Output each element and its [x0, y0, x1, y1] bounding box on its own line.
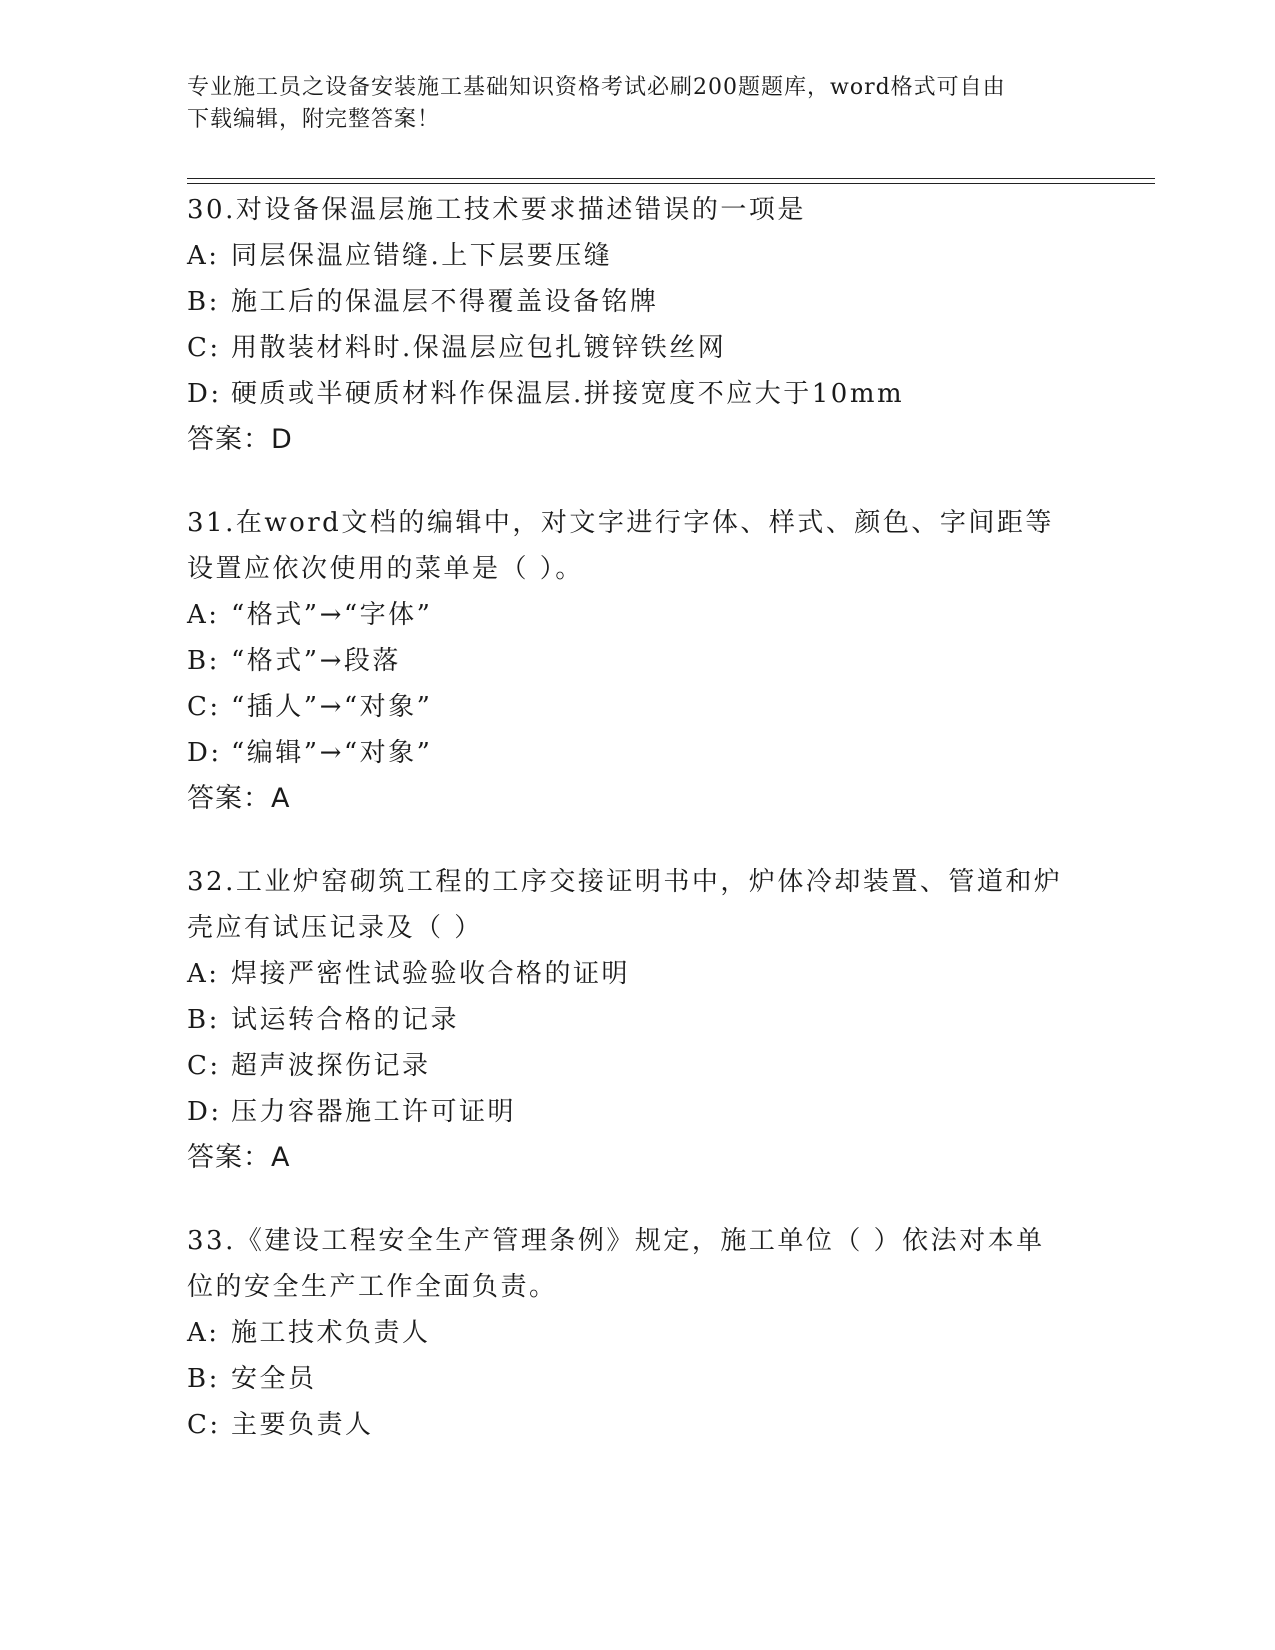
question-text: 位的安全生产工作全面负责。 — [187, 1272, 558, 1302]
option-text: 试运转合格的记录 — [231, 1005, 460, 1035]
option-letter: A: — [187, 600, 220, 630]
option-text: 焊接严密性试验验收合格的证明 — [231, 959, 631, 989]
option-text: 压力容器施工许可证明 — [231, 1097, 517, 1127]
answer-option — [187, 638, 1087, 684]
question-text: 设置应依次使用的菜单是（ ）。 — [187, 554, 584, 584]
option-text: 同层保温应错缝.上下层要压缝 — [231, 241, 613, 271]
option-text: 主要负责人 — [231, 1410, 374, 1440]
question-text: 壳应有试压记录及（ ） — [187, 913, 483, 943]
option-text: 超声波探伤记录 — [231, 1051, 431, 1081]
option-letter: D: — [187, 379, 222, 409]
option-letter: B: — [187, 287, 220, 317]
answer-option — [187, 1089, 1087, 1135]
option-text: 施工后的保温层不得覆盖设备铭牌 — [231, 287, 659, 317]
question-text: 32.工业炉窑砌筑工程的工序交接证明书中，炉体冷却装置、管道和炉 — [187, 867, 1063, 897]
option-text: 施工技术负责人 — [231, 1318, 431, 1348]
answer-option — [187, 730, 1087, 776]
option-letter: B: — [187, 1364, 220, 1394]
header-divider-top — [187, 178, 1155, 179]
option-text: “格式”→“字体” — [231, 600, 433, 630]
answer-option — [187, 1310, 1087, 1356]
option-letter: A: — [187, 241, 220, 271]
option-letter: B: — [187, 1005, 220, 1035]
answer-option — [187, 371, 1087, 417]
option-text: “格式”→段落 — [231, 646, 401, 676]
question-list — [187, 187, 1087, 1485]
answer-option — [187, 325, 1087, 371]
option-letter: C: — [187, 1410, 221, 1440]
answer-option — [187, 1043, 1087, 1089]
header-line-1: 专业施工员之设备安装施工基础知识资格考试必刷200题题库，word格式可自由 — [187, 75, 1006, 100]
option-letter: D: — [187, 1097, 222, 1127]
document-header — [187, 72, 1067, 136]
question-text: 30.对设备保温层施工技术要求描述错误的一项是 — [187, 195, 806, 225]
question-block — [187, 500, 1087, 822]
answer-option — [187, 233, 1087, 279]
option-text: 安全员 — [231, 1364, 317, 1394]
question-block — [187, 859, 1087, 1181]
header-divider-bottom — [187, 183, 1155, 184]
answer-option — [187, 997, 1087, 1043]
answer-key: 答案：D — [187, 424, 293, 455]
option-letter: D: — [187, 738, 222, 768]
question-text: 33.《建设工程安全生产管理条例》规定，施工单位（ ）依法对本单 — [187, 1226, 1045, 1256]
option-text: “编辑”→“对象” — [231, 738, 433, 768]
question-block — [187, 187, 1087, 463]
answer-option — [187, 1356, 1087, 1402]
option-letter: C: — [187, 1051, 221, 1081]
header-line-2: 下载编辑，附完整答案！ — [187, 107, 441, 132]
answer-option — [187, 1402, 1087, 1448]
answer-key: 答案：A — [187, 783, 291, 814]
option-letter: A: — [187, 959, 220, 989]
option-letter: C: — [187, 692, 221, 722]
option-letter: C: — [187, 333, 221, 363]
question-text: 31.在word文档的编辑中，对文字进行字体、样式、颜色、字间距等 — [187, 508, 1054, 538]
answer-option — [187, 684, 1087, 730]
option-text: 硬质或半硬质材料作保温层.拼接宽度不应大于10mm — [231, 379, 905, 409]
option-text: “插人”→“对象” — [231, 692, 433, 722]
answer-option — [187, 951, 1087, 997]
answer-option — [187, 279, 1087, 325]
option-text: 用散装材料时.保温层应包扎镀锌铁丝网 — [231, 333, 727, 363]
answer-key: 答案：A — [187, 1142, 291, 1173]
answer-option — [187, 592, 1087, 638]
question-block — [187, 1218, 1087, 1448]
option-letter: B: — [187, 646, 220, 676]
option-letter: A: — [187, 1318, 220, 1348]
